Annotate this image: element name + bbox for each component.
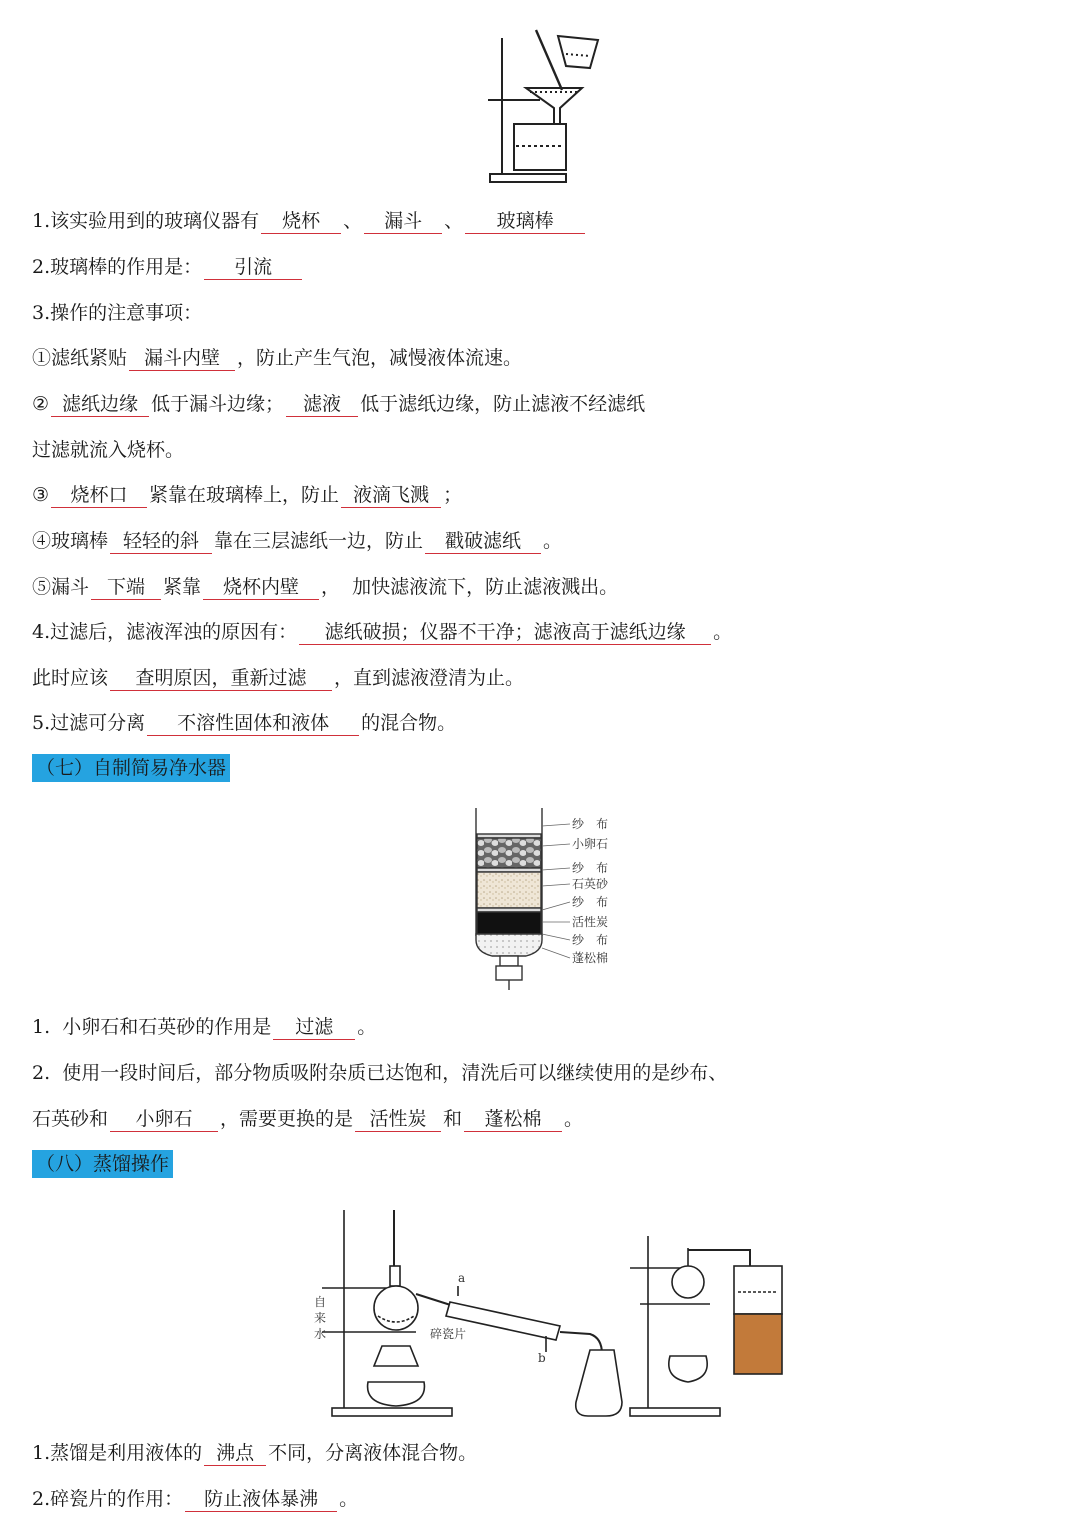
layer-label: 石英砂	[572, 877, 609, 891]
answer-blank: 下端	[91, 575, 161, 600]
answer-blank: 滤纸破损；仪器不干净；滤液高于滤纸边缘	[299, 620, 711, 645]
answer-blank: 过滤	[273, 1015, 355, 1040]
answer-blank: 漏斗内壁	[129, 346, 235, 371]
water-purifier-figure	[470, 806, 630, 990]
answer-blank: 沸点	[204, 1441, 266, 1466]
answer-blank: 防止液体暴沸	[185, 1487, 337, 1512]
answer-blank: 活性炭	[355, 1107, 441, 1132]
section-heading-distillation: （八）蒸馏操作	[32, 1150, 173, 1178]
answer-blank: 滤纸边缘	[51, 392, 149, 417]
fig-label-water: 自	[314, 1295, 327, 1309]
fig-label-a: a	[458, 1271, 466, 1285]
layer-label: 纱 布	[572, 933, 609, 947]
answer-blank: 滤液	[286, 392, 358, 417]
filtration-q4-followup: 此时应该 查明原因，重新过滤 ，直到滤液澄清为止。	[32, 667, 525, 689]
answer-blank: 蓬松棉	[464, 1107, 562, 1132]
layer-label: 蓬松棉	[572, 951, 609, 965]
note-1: ①滤纸紧贴 漏斗内壁 ，防止产生气泡，减慢液体流速。	[32, 347, 523, 369]
answer-blank: 漏斗	[364, 209, 442, 234]
section-heading-purifier: （七）自制简易净水器	[32, 754, 230, 782]
distillation-apparatus-figure	[310, 1206, 790, 1422]
filtration-q5: 5.过滤可分离 不溶性固体和液体 的混合物。	[32, 712, 457, 734]
distillation-q1: 1.蒸馏是利用液体的 沸点 不同，分离液体混合物。	[32, 1442, 478, 1464]
answer-blank: 烧杯口	[51, 483, 147, 508]
answer-blank: 玻璃棒	[465, 209, 585, 234]
fig-label-b: b	[538, 1351, 546, 1365]
filtration-q4: 4.过滤后，滤液浑浊的原因有： 滤纸破损；仪器不干净；滤液高于滤纸边缘 。	[32, 621, 733, 643]
answer-blank: 引流	[204, 255, 302, 280]
fig-label-chips: 碎瓷片	[430, 1327, 467, 1341]
answer-blank: 戳破滤纸	[425, 529, 541, 554]
filtration-q2: 2.玻璃棒的作用是： 引流	[32, 254, 304, 280]
filtration-q3: 3.操作的注意事项：	[32, 302, 203, 324]
layer-label: 纱 布	[572, 861, 609, 875]
answer-blank: 查明原因，重新过滤	[110, 666, 332, 691]
answer-blank: 烧杯内壁	[203, 575, 319, 600]
distillation-q2: 2.碎瓷片的作用： 防止液体暴沸 。	[32, 1488, 359, 1510]
note-2: ② 滤纸边缘 低于漏斗边缘； 滤液 低于滤纸边缘，防止滤液不经滤纸	[32, 393, 646, 415]
note-4: ④玻璃棒 轻轻的斜 靠在三层滤纸一边，防止 戳破滤纸 。	[32, 530, 563, 552]
fig-label-water: 来	[314, 1311, 327, 1325]
note-2-continued: 过滤就流入烧杯。	[32, 439, 185, 461]
note-5: ⑤漏斗 下端 紧靠 烧杯内壁 ， 加快滤液流下，防止滤液溅出。	[32, 576, 619, 598]
note-3: ③ 烧杯口 紧靠在玻璃棒上，防止 液滴飞溅 ；	[32, 484, 463, 506]
layer-label: 小卵石	[572, 837, 609, 851]
layer-label: 纱 布	[572, 817, 609, 831]
purifier-q2: 2. 使用一段时间后，部分物质吸附杂质已达饱和，清洗后可以继续使用的是纱布、	[32, 1062, 728, 1084]
answer-blank: 轻轻的斜	[110, 529, 212, 554]
filtration-q1: 1.该实验用到的玻璃仪器有 烧杯 、 漏斗 、 玻璃棒	[32, 208, 587, 234]
answer-blank: 不溶性固体和液体	[147, 711, 359, 736]
fig-label-water: 水	[314, 1327, 327, 1341]
layer-label: 纱 布	[572, 895, 609, 909]
filtration-apparatus-figure	[480, 28, 610, 186]
answer-blank: 液滴飞溅	[341, 483, 441, 508]
answer-blank: 烧杯	[261, 209, 341, 234]
purifier-q1: 1. 小卵石和石英砂的作用是 过滤 。	[32, 1016, 377, 1038]
purifier-q2-continued: 石英砂和 小卵石 ，需要更换的是 活性炭 和 蓬松棉 。	[32, 1108, 584, 1130]
layer-label: 活性炭	[572, 915, 609, 929]
answer-blank: 小卵石	[110, 1107, 218, 1132]
